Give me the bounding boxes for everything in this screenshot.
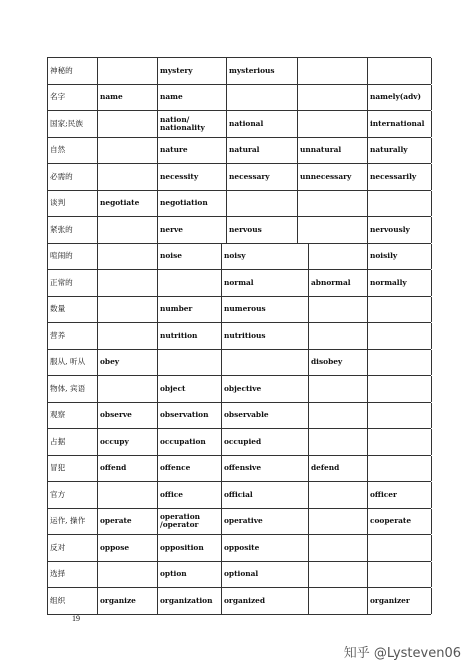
- cell-other: [367, 562, 432, 588]
- cell-antonym: [308, 429, 368, 455]
- cell-noun: negotiation: [157, 191, 227, 217]
- cell-meaning: 营养: [47, 323, 98, 349]
- table-row: [47, 375, 431, 402]
- cell-noun: number: [157, 297, 222, 323]
- cell-verb: occupy: [97, 429, 158, 455]
- cell-antonym: disobey: [308, 350, 368, 376]
- cell-adjective: [226, 191, 298, 217]
- cell-verb: negotiate: [97, 191, 158, 217]
- cell-verb: observe: [97, 403, 158, 429]
- cell-noun: mystery: [157, 58, 227, 84]
- cell-meaning: 国家;民族: [47, 111, 98, 137]
- cell-other: [367, 350, 432, 376]
- cell-meaning: 组织: [47, 588, 98, 614]
- cell-verb: oppose: [97, 535, 158, 561]
- cell-meaning: 选择: [47, 562, 98, 588]
- cell-adjective: official: [221, 482, 309, 508]
- cell-other: normally: [367, 270, 432, 296]
- cell-verb: [97, 217, 158, 243]
- cell-antonym: [308, 244, 368, 270]
- cell-verb: [97, 111, 158, 137]
- cell-other: [367, 191, 432, 217]
- cell-meaning: 冒犯: [47, 456, 98, 482]
- cell-meaning: 喧闹的: [47, 244, 98, 270]
- cell-antonym: unnecessary: [297, 164, 368, 190]
- table-row: [47, 534, 431, 561]
- cell-adjective: observable: [221, 403, 309, 429]
- page-number: 19: [72, 614, 80, 623]
- cell-meaning: 正常的: [47, 270, 98, 296]
- cell-other: [367, 376, 432, 402]
- table-row: [47, 84, 431, 111]
- cell-noun: office: [157, 482, 222, 508]
- cell-antonym: [297, 85, 368, 111]
- table-row: [47, 428, 431, 455]
- cell-verb: [97, 138, 158, 164]
- cell-verb: obey: [97, 350, 158, 376]
- cell-other: organizer: [367, 588, 432, 614]
- cell-other: cooperate: [367, 509, 432, 535]
- cell-other: [367, 297, 432, 323]
- table-row: [47, 269, 431, 296]
- cell-antonym: [308, 376, 368, 402]
- cell-verb: [97, 562, 158, 588]
- cell-other: officer: [367, 482, 432, 508]
- table-row: [47, 402, 431, 429]
- cell-other: nervously: [367, 217, 432, 243]
- cell-verb: name: [97, 85, 158, 111]
- cell-antonym: [297, 111, 368, 137]
- cell-adjective: national: [226, 111, 298, 137]
- cell-meaning: 运作, 操作: [47, 509, 98, 535]
- cell-other: naturally: [367, 138, 432, 164]
- cell-meaning: 神秘的: [47, 58, 98, 84]
- cell-meaning: 自然: [47, 138, 98, 164]
- cell-antonym: [308, 588, 368, 614]
- cell-antonym: [308, 323, 368, 349]
- cell-verb: [97, 58, 158, 84]
- table-row: [47, 110, 431, 137]
- cell-other: [367, 323, 432, 349]
- cell-meaning: 数量: [47, 297, 98, 323]
- cell-meaning: 服从, 听从: [47, 350, 98, 376]
- table-row: [47, 57, 431, 84]
- cell-noun: offence: [157, 456, 222, 482]
- cell-noun: occupation: [157, 429, 222, 455]
- cell-antonym: [297, 217, 368, 243]
- cell-adjective: occupied: [221, 429, 309, 455]
- table-row: [47, 296, 431, 323]
- cell-adjective: opposite: [221, 535, 309, 561]
- watermark: 知乎 @Lysteven06: [343, 646, 461, 661]
- cell-noun: opposition: [157, 535, 222, 561]
- cell-meaning: 谈判: [47, 191, 98, 217]
- cell-other: [367, 429, 432, 455]
- cell-adjective: noisy: [221, 244, 309, 270]
- cell-verb: [97, 482, 158, 508]
- cell-noun: operation /operator: [157, 509, 222, 535]
- table-row: [47, 137, 431, 164]
- cell-adjective: nervous: [226, 217, 298, 243]
- cell-noun: organization: [157, 588, 222, 614]
- cell-meaning: 观察: [47, 403, 98, 429]
- cell-other: [367, 456, 432, 482]
- cell-noun: nerve: [157, 217, 227, 243]
- cell-antonym: defend: [308, 456, 368, 482]
- cell-verb: [97, 164, 158, 190]
- cell-antonym: [308, 509, 368, 535]
- table-row: [47, 508, 431, 535]
- cell-other: necessarily: [367, 164, 432, 190]
- cell-noun: nature: [157, 138, 227, 164]
- cell-antonym: [308, 297, 368, 323]
- cell-verb: [97, 297, 158, 323]
- cell-noun: noise: [157, 244, 222, 270]
- cell-noun: [157, 350, 222, 376]
- cell-meaning: 紧张的: [47, 217, 98, 243]
- table-row: [47, 349, 431, 376]
- cell-antonym: abnormal: [308, 270, 368, 296]
- cell-verb: organize: [97, 588, 158, 614]
- cell-other: [367, 403, 432, 429]
- table-row: [47, 455, 431, 482]
- cell-antonym: [297, 191, 368, 217]
- cell-noun: option: [157, 562, 222, 588]
- cell-noun: object: [157, 376, 222, 402]
- table-row: [47, 190, 431, 217]
- cell-adjective: natural: [226, 138, 298, 164]
- cell-adjective: numerous: [221, 297, 309, 323]
- cell-verb: [97, 270, 158, 296]
- cell-adjective: [221, 350, 309, 376]
- cell-verb: offend: [97, 456, 158, 482]
- cell-antonym: [308, 535, 368, 561]
- cell-adjective: optional: [221, 562, 309, 588]
- cell-adjective: operative: [221, 509, 309, 535]
- cell-verb: operate: [97, 509, 158, 535]
- cell-noun: observation: [157, 403, 222, 429]
- table-row: [47, 163, 431, 190]
- cell-other: international: [367, 111, 432, 137]
- cell-verb: [97, 323, 158, 349]
- table-row: [47, 322, 431, 349]
- cell-antonym: [308, 562, 368, 588]
- cell-adjective: offensive: [221, 456, 309, 482]
- cell-noun: nutrition: [157, 323, 222, 349]
- cell-noun: [157, 270, 222, 296]
- cell-noun: name: [157, 85, 227, 111]
- cell-adjective: organized: [221, 588, 309, 614]
- table-row: [47, 243, 431, 270]
- vocabulary-table: [47, 57, 431, 615]
- table-row: [47, 561, 431, 588]
- cell-verb: [97, 376, 158, 402]
- cell-antonym: [297, 58, 368, 84]
- cell-antonym: [308, 403, 368, 429]
- table-row: [47, 481, 431, 508]
- cell-meaning: 反对: [47, 535, 98, 561]
- cell-meaning: 占据: [47, 429, 98, 455]
- cell-other: noisily: [367, 244, 432, 270]
- cell-other: [367, 535, 432, 561]
- cell-noun: necessity: [157, 164, 227, 190]
- cell-meaning: 必需的: [47, 164, 98, 190]
- cell-noun: nation/ nationality: [157, 111, 227, 137]
- table-row: [47, 587, 431, 615]
- table-row: [47, 216, 431, 243]
- cell-antonym: unnatural: [297, 138, 368, 164]
- cell-meaning: 物体, 宾语: [47, 376, 98, 402]
- cell-other: [367, 58, 432, 84]
- cell-adjective: [226, 85, 298, 111]
- cell-adjective: mysterious: [226, 58, 298, 84]
- cell-verb: [97, 244, 158, 270]
- cell-adjective: necessary: [226, 164, 298, 190]
- cell-other: namely(adv): [367, 85, 432, 111]
- cell-antonym: [308, 482, 368, 508]
- cell-meaning: 名字: [47, 85, 98, 111]
- cell-adjective: objective: [221, 376, 309, 402]
- cell-adjective: normal: [221, 270, 309, 296]
- cell-meaning: 官方: [47, 482, 98, 508]
- cell-adjective: nutritious: [221, 323, 309, 349]
